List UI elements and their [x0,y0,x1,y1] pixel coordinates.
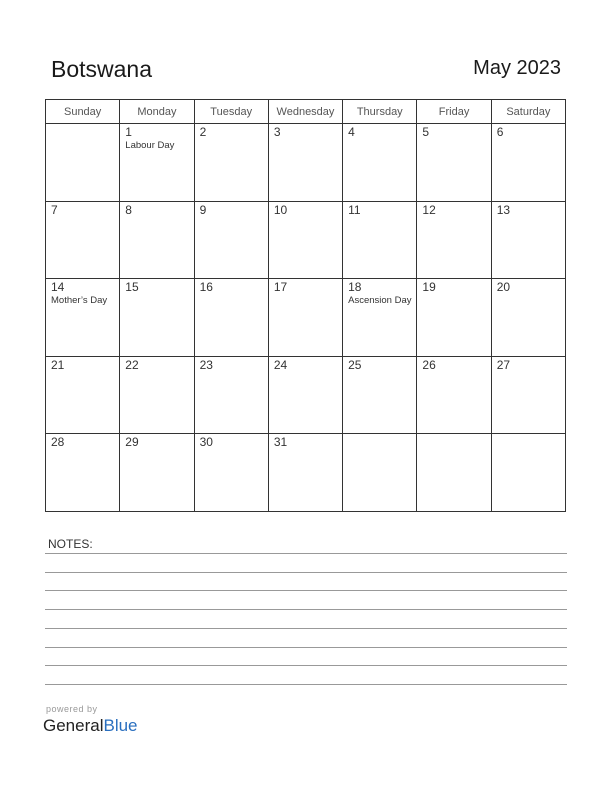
day-number: 7 [51,202,58,217]
day-cell [491,434,565,512]
day-cell [120,201,194,279]
brand-general: General [43,716,104,735]
day-number: 10 [273,202,288,217]
day-number: 13 [496,202,511,217]
day-number: 14 [51,280,65,295]
day-number: 21 [51,357,65,372]
brand-blue: Blue [103,716,138,735]
day-cell [268,356,342,434]
day-cell [268,279,342,357]
weekday-header: Wednesday [268,100,342,124]
day-cell [417,124,491,202]
week-row [46,356,566,434]
day-cell [120,279,194,357]
day-number: 28 [51,435,65,450]
day-cell [120,124,194,202]
day-number: 17 [273,280,288,295]
weekday-header: Tuesday [194,100,268,124]
generalblue-logo [43,716,138,736]
day-cell [194,124,268,202]
day-cell [417,279,491,357]
day-cell [343,356,417,434]
day-cell [343,279,417,357]
weekday-header: Sunday [46,100,120,124]
holiday-label: Ascension Day [348,295,412,307]
notes-label: NOTES: [48,537,93,551]
month-title: May 2023 [473,57,561,79]
week-row [46,434,566,512]
weekday-header-row [46,100,566,124]
day-cell [417,201,491,279]
day-number: 18 [348,280,362,295]
country-title: Botswana [51,56,153,82]
day-cell [417,434,491,512]
day-number: 29 [125,435,139,450]
day-cell [417,356,491,434]
day-number: 30 [199,435,213,450]
day-number: 24 [273,357,288,372]
day-cell [120,434,194,512]
day-number: 4 [348,125,355,139]
day-number: 11 [348,202,361,217]
day-cell [491,356,565,434]
day-cell [343,124,417,202]
day-number: 2 [199,125,207,139]
day-cell [46,279,120,357]
day-cell [46,356,120,434]
week-row [46,279,566,357]
calendar-grid [45,99,566,512]
week-row [46,124,566,202]
day-number: 1 [125,125,132,139]
day-cell [268,201,342,279]
weekday-header: Monday [120,100,194,124]
day-number: 22 [125,357,139,372]
day-cell [343,434,417,512]
day-number: 20 [496,280,511,295]
day-number: 26 [422,357,436,372]
day-number: 16 [199,280,213,295]
day-cell [491,124,565,202]
day-number: 12 [422,202,436,217]
day-cell [268,434,342,512]
day-number: 23 [199,357,213,372]
day-cell [268,124,342,202]
day-cell [491,279,565,357]
day-number: 15 [125,280,139,295]
holiday-label: Labour Day [125,140,175,151]
weekday-header: Friday [417,100,491,124]
day-number: 31 [273,435,288,450]
day-cell [491,201,565,279]
day-number: 9 [199,202,207,217]
day-cell [343,201,417,279]
day-number: 3 [273,125,281,139]
weekday-header: Saturday [491,100,565,124]
day-number: 25 [348,357,362,372]
day-cell [194,356,268,434]
note-line [45,684,567,685]
note-line [45,628,567,629]
weekday-header: Thursday [343,100,417,124]
note-line [45,553,567,554]
note-line [45,647,567,648]
day-cell [194,279,268,357]
day-number: 19 [422,280,436,295]
holiday-label: Mother’s Day [51,295,108,307]
day-cell [194,434,268,512]
day-number: 8 [125,202,132,217]
day-number: 6 [496,125,504,139]
day-cell [46,124,120,202]
note-line [45,572,567,573]
day-cell [120,356,194,434]
day-number: 5 [422,125,430,139]
note-line [45,590,567,591]
powered-by-label: powered by [46,704,98,714]
note-line [45,609,567,610]
note-line [45,665,567,666]
day-cell [46,434,120,512]
day-cell [46,201,120,279]
week-row [46,201,566,279]
day-cell [194,201,268,279]
day-number: 27 [496,357,511,372]
